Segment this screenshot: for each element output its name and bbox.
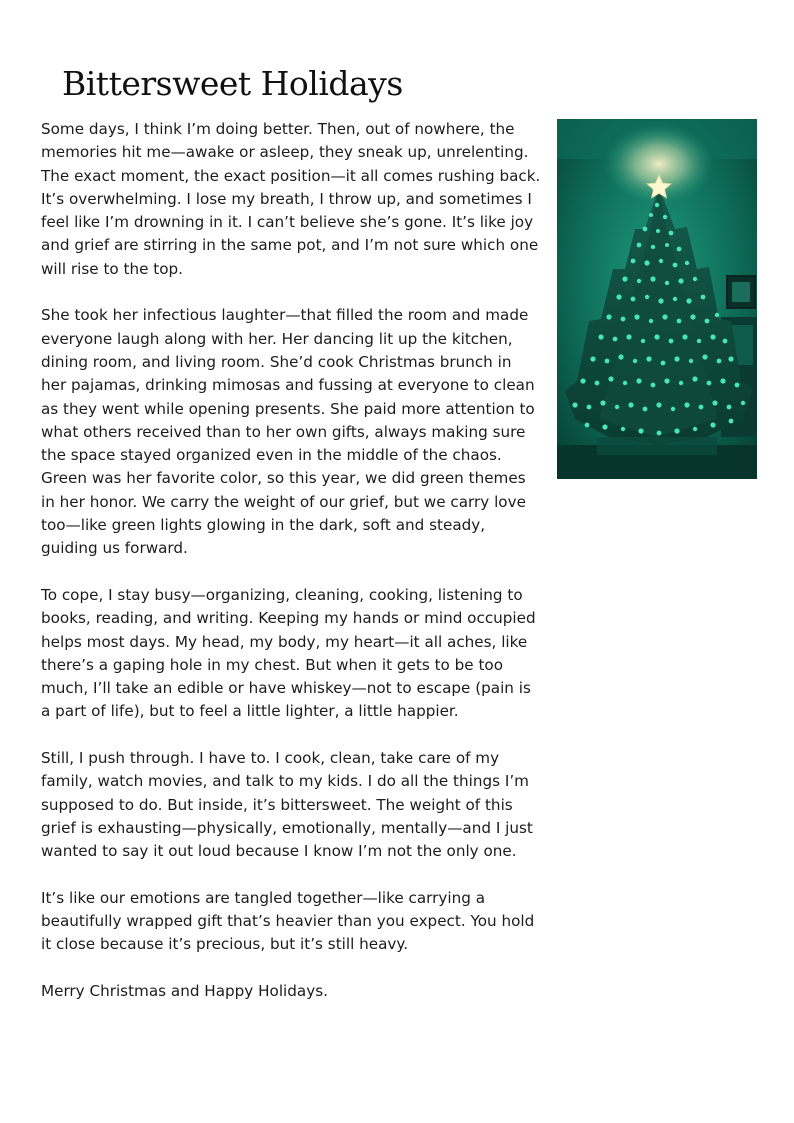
closing-line: Merry Christmas and Happy Holidays. [41, 981, 328, 1000]
paragraph: She took her infectious laughter—that filled the room and made everyone laugh along with her. Her dancing lit up the kitchen, dining room, and living room. She’d cook Christmas brunch in her pajamas, drinking mimosas and fussing at everyone to clean as they went while opening presents. She paid more attention to what others received than to her own gifts, always making sure the space stayed organized even in the middle of the chaos. Green was her favorite color, so this year, we did green themes in her honor. We carry the weight of our grief, but we carry love too—like green lights glowing in the dark, soft and steady, guiding us forward. [41, 306, 535, 558]
paragraph: To cope, I stay busy—organizing, cleaning, cooking, listening to books, reading, and writing. Keeping my hands or mind occupied helps most days. My head, my body, my heart—it all aches, like there’s a gaping hole in my chest. But when it gets to be too much, I’ll take an edible or have whiskey—not to escape (pain is a part of life), but to feel a little lighter, a little happier. [41, 585, 536, 721]
paragraph: Still, I push through. I have to. I cook, clean, take care of my family, watch movies, and talk to my kids. I do all the things I’m supposed to do. But inside, it’s bittersweet. The weight of this grief is exhausting—physically, emotionally, mentally—and I just wanted to say it out loud because I know I’m not the only one. [41, 749, 533, 861]
paragraph: It’s like our emotions are tangled together—like carrying a beautifully wrapped gift that’s heavier than you expect. You hold it close because it’s precious, but it’s still heavy. [41, 888, 535, 954]
article-body [41, 118, 541, 1027]
christmas-tree-photo [557, 119, 757, 479]
paragraph: Some days, I think I’m doing better. Then, out of nowhere, the memories hit me—awake or asleep, they sneak up, unrelenting. The exact moment, the exact position—it all comes rushing back. It’s overwhelming. I lose my breath, I throw up, and sometimes I feel like I’m drowning in it. I can’t believe she’s gone. It’s like joy and grief are stirring in the same pot, and I’m not sure which one will rise to the top. [41, 120, 541, 278]
document-title: Bittersweet Holidays [62, 64, 403, 103]
